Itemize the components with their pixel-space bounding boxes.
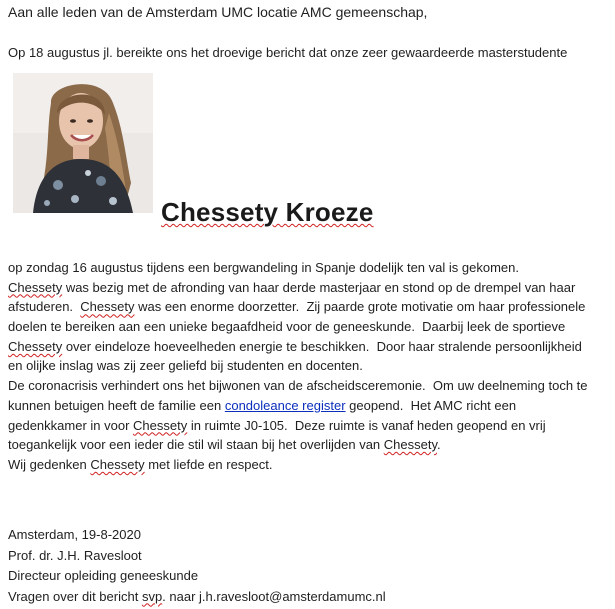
place-date: Amsterdam, 19-8-2020 — [8, 527, 141, 542]
portrait-image — [13, 73, 153, 213]
body-line: De coronacrisis verhindert ons het bijwonen van de afscheidsceremonie. Om uw deelneming toch te — [8, 378, 588, 394]
body-text-fragment: Wij gedenken — [8, 456, 91, 472]
name-mention: Chessety — [383, 437, 438, 453]
body-line — [8, 278, 612, 298]
body-text-fragment: over eindeloze hoeveelheden energie te beschikken. Door haar stralende persoonlijkheid — [62, 338, 582, 354]
body-text-fragment: toegankelijk voor een ieder die stil wil staan bij het overlijden van — [8, 437, 384, 453]
name-mention: Chessety — [8, 338, 63, 354]
body-text-fragment: met liefde en respect. — [144, 456, 273, 472]
body-text-fragment: afstuderen. — [8, 299, 81, 315]
greeting-line: Aan alle leden van de Amsterdam UMC locatie AMC gemeenschap, — [8, 4, 428, 20]
portrait-photo — [13, 73, 153, 213]
body-line — [8, 435, 612, 455]
body-line: doelen te bereiken aan een unieke begaafdheid voor de geneeskunde. Daarbij leek de sportieve — [8, 319, 566, 335]
signature-block — [8, 525, 612, 607]
body-line: en olijke inslag was zij zeer geliefd bij studenten en docenten. — [8, 358, 363, 374]
name-mention: Chessety — [80, 299, 135, 315]
body-line — [8, 396, 612, 416]
body-text-fragment: in ruimte J0-105. Deze ruimte is vanaf heden geopend en vrij — [187, 417, 546, 433]
body-text-fragment: was bezig met de afronding van haar derde masterjaar en stond op de drempel van haar — [62, 279, 576, 295]
body-line — [8, 416, 612, 436]
body-line — [8, 297, 612, 317]
contact-line — [8, 587, 612, 608]
contact-text: Vragen over dit bericht — [8, 588, 142, 604]
name-mention: Chessety — [90, 456, 145, 472]
contact-email-text: . naar j.h.ravesloot@amsterdamumc.nl — [162, 588, 386, 604]
message-body — [8, 258, 612, 475]
intro-line: Op 18 augustus jl. bereikte ons het droevige bericht dat onze zeer gewaardeerde masterstudente — [8, 45, 568, 60]
body-line — [8, 337, 612, 357]
deceased-name-heading: Chessety Kroeze — [161, 197, 374, 227]
body-line: op zondag 16 augustus tijdens een bergwandeling in Spanje dodelijk ten val is gekomen. — [8, 260, 519, 275]
name-mention: Chessety — [133, 417, 188, 433]
condolence-register-link[interactable]: condoleance register — [224, 397, 346, 413]
body-text-fragment: geopend. Het AMC richt een — [345, 397, 517, 413]
body-text-fragment: was een enorme doorzetter. Zij paarde grote motivatie om haar professionele — [134, 299, 586, 315]
name-mention: Chessety — [8, 279, 63, 295]
body-text-fragment: gedenkkamer in voor — [8, 417, 134, 433]
contact-svp: svp — [141, 588, 163, 604]
body-text-fragment: kunnen betuigen heeft de familie een — [8, 397, 225, 413]
body-text-fragment: . — [437, 437, 441, 453]
author-name: Prof. dr. J.H. Ravesloot — [8, 547, 142, 563]
author-role: Directeur opleiding geneeskunde — [8, 568, 199, 583]
body-line — [8, 455, 612, 475]
